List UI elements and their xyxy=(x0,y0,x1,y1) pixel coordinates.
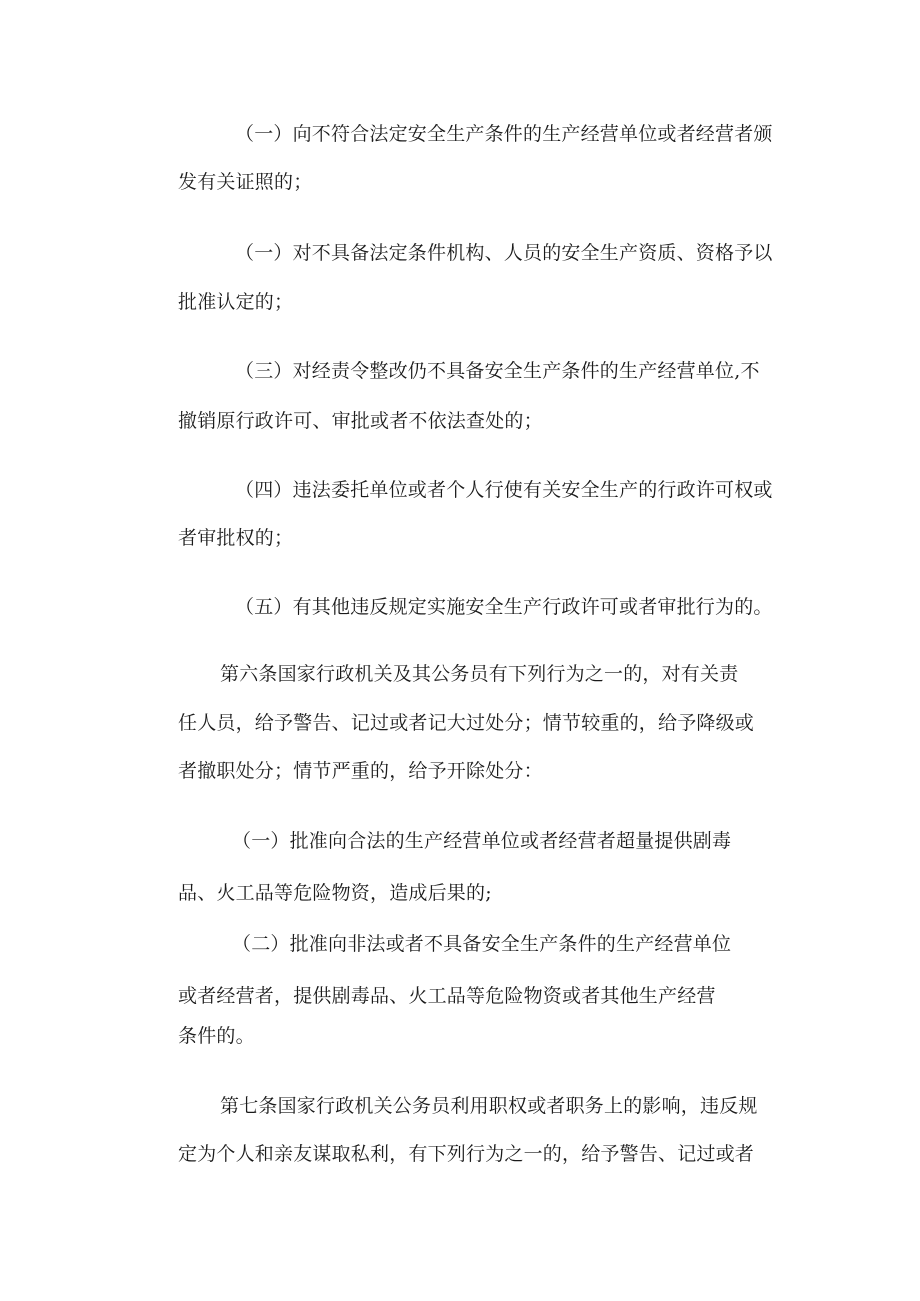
text-line: 品、火工品等危险物资，造成后果的; xyxy=(178,882,492,904)
text-line: 或者经营者，提供剧毒品、火工品等危险物资或者其他生产经营 xyxy=(178,985,716,1007)
text-line: 发有关证照的； xyxy=(178,171,313,193)
text-line: （二）批准向非法或者不具备安全生产条件的生产经营单位 xyxy=(232,933,732,955)
text-line: 条件的。 xyxy=(178,1025,255,1047)
text-line: 者撤职处分；情节严重的，给予开除处分： xyxy=(178,760,543,782)
text-line: 者审批权的； xyxy=(178,527,294,549)
text-line: （一）向不符合法定安全生产条件的生产经营单位或者经营者颁 xyxy=(235,123,773,145)
text-line: 撤销原行政许可、审批或者不依法查处的； xyxy=(178,410,543,432)
text-line: （三）对经责令整改仍不具备安全生产条件的生产经营单位,不 xyxy=(235,360,760,382)
text-line: 批准认定的； xyxy=(178,291,294,313)
text-line: （一）批准向合法的生产经营单位或者经营者超量提供剧毒 xyxy=(232,830,732,852)
text-line: （一）对不具备法定条件机构、人员的安全生产资质、资格予以 xyxy=(235,242,773,264)
text-line: 第七条国家行政机关公务员利用职权或者职务上的影响，违反规 xyxy=(220,1095,758,1117)
text-line: 定为个人和亲友谋取私利，有下列行为之一的，给予警告、记过或者 xyxy=(178,1143,755,1165)
text-line: （四）违法委托单位或者个人行使有关安全生产的行政许可权或 xyxy=(235,479,773,501)
text-line: （五）有其他违反规定实施安全生产行政许可或者审批行为的。 xyxy=(235,596,773,618)
text-line: 第六条国家行政机关及其公务员有下列行为之一的，对有关责 xyxy=(220,663,739,685)
text-line: 任人员，给予警告、记过或者记大过处分；情节较重的，给予降级或 xyxy=(178,712,755,734)
